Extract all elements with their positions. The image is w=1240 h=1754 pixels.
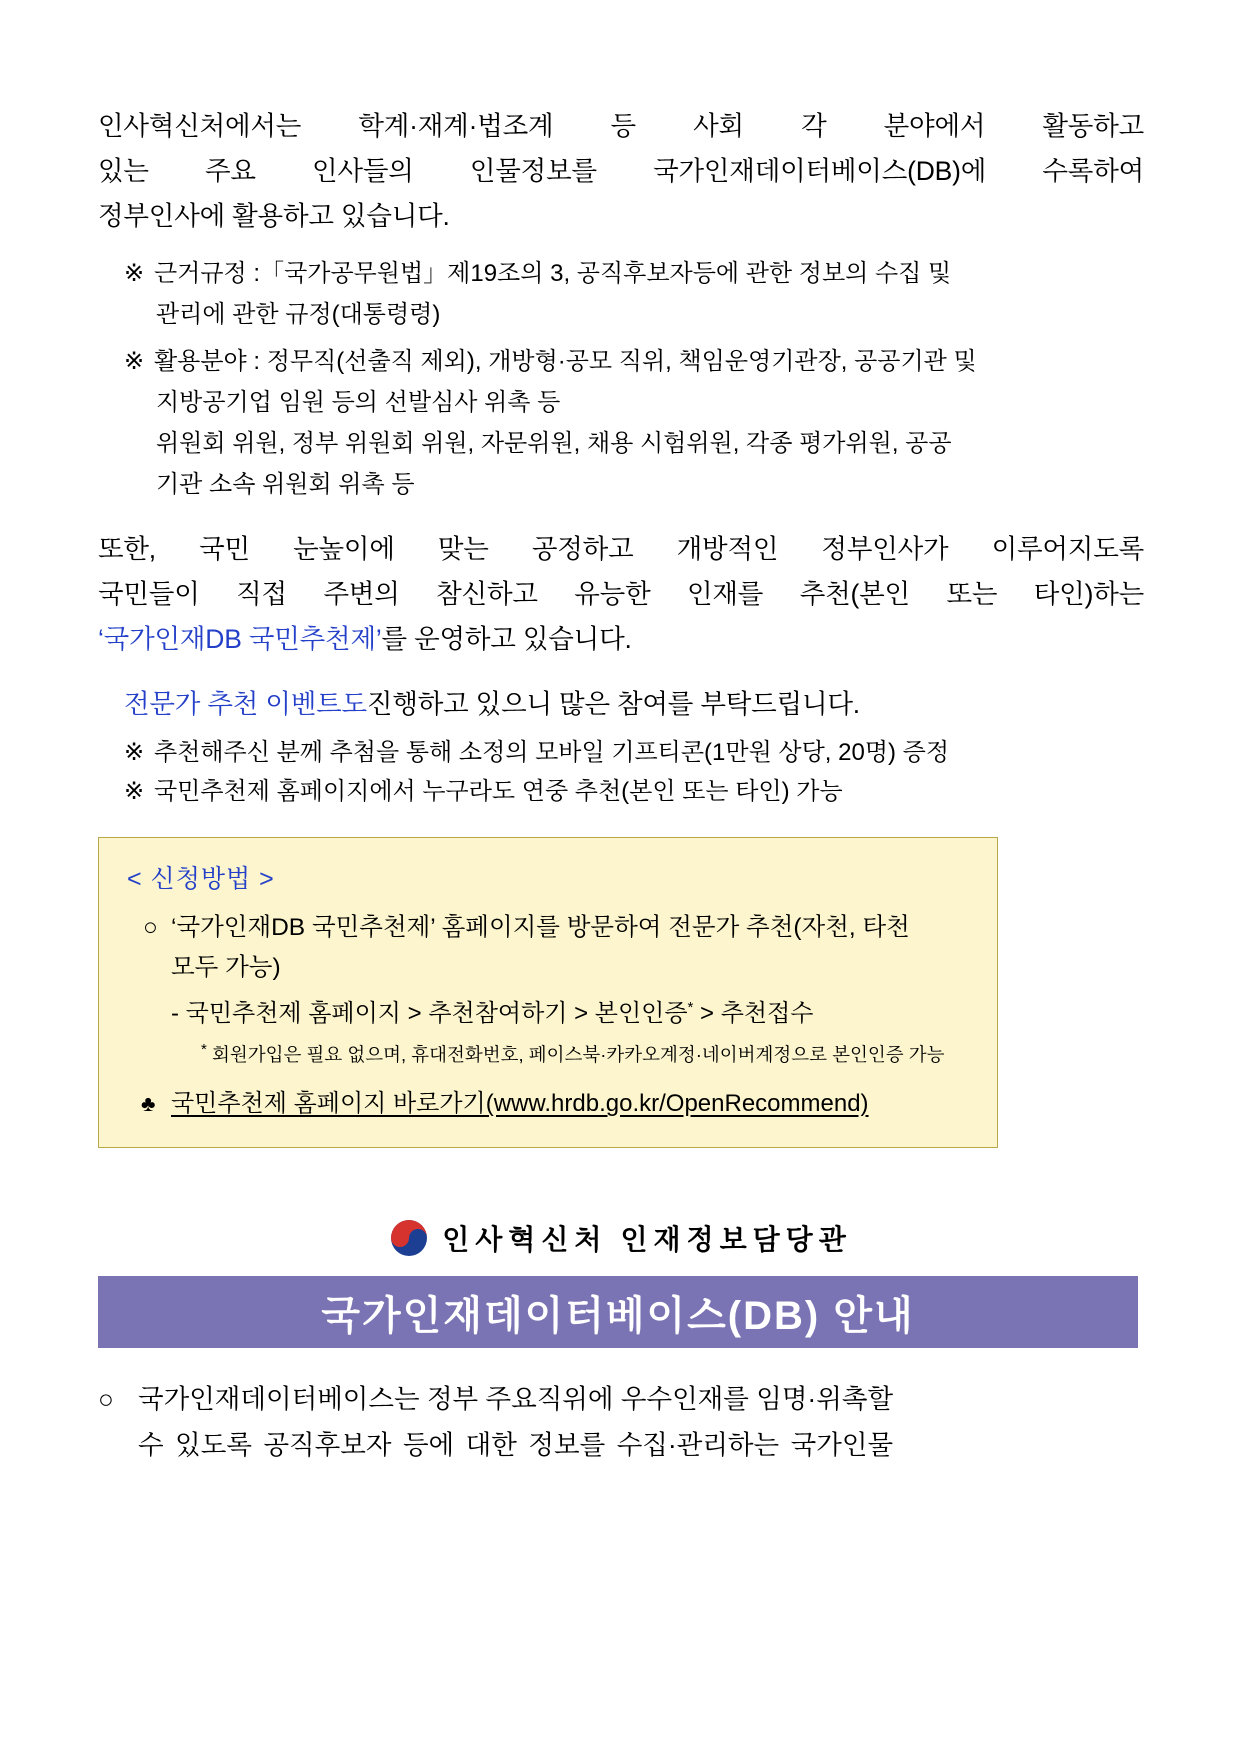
note-item bbox=[98, 253, 1144, 335]
footnote-asterisk: * bbox=[201, 1041, 207, 1058]
note-mark: ※ bbox=[124, 778, 145, 805]
bottom-line: 수 있도록 공직후보자 등에 대한 정보를 수집·관리하는 국가인물 bbox=[138, 1430, 894, 1461]
second-paragraph bbox=[98, 527, 1144, 662]
note-line: 관리에 관한 규정(대통령령) bbox=[156, 301, 441, 328]
second-line-3 bbox=[98, 617, 1144, 662]
bottom-paragraph-body bbox=[138, 1376, 893, 1468]
intro-line-3: 정부인사에 활용하고 있습니다. bbox=[98, 201, 450, 231]
note-text: 추천해주신 분께 추첨을 통해 소정의 모바일 기프티콘(1만원 상당, 20명) 증정 bbox=[154, 739, 950, 766]
document-content bbox=[98, 104, 1144, 1468]
event-note-item bbox=[98, 733, 1144, 772]
apply-method-title: < 신청방법 > bbox=[127, 865, 275, 893]
section-banner bbox=[98, 1276, 1138, 1348]
second-line-1: 또한, 국민 눈높이에 맞는 공정하고 개방적인 정부인사가 이루어지도록 bbox=[98, 534, 1144, 564]
event-line bbox=[124, 682, 1144, 727]
bottom-line: 국가인재데이터베이스는 정부 주요직위에 우수인재를 임명·위촉할 bbox=[138, 1384, 894, 1415]
note-body bbox=[154, 253, 1144, 335]
apply-step-item bbox=[127, 908, 969, 988]
homepage-link[interactable]: 국민추천제 홈페이지 바로가기(www.hrdb.go.kr/OpenRecommend) bbox=[171, 1090, 869, 1118]
event-note-item bbox=[98, 772, 1144, 811]
intro-line-1: 인사혁신처에서는 학계·재계·법조계 등 사회 각 분야에서 활동하고 bbox=[98, 111, 1144, 141]
apply-flow-line bbox=[127, 988, 969, 1034]
apply-flow-tail: > 추천접수 bbox=[693, 1000, 814, 1027]
apply-method-box bbox=[98, 837, 998, 1148]
intro-paragraph bbox=[98, 104, 1144, 239]
clover-icon: ♣ bbox=[141, 1091, 156, 1117]
government-emblem-icon bbox=[390, 1219, 428, 1257]
note-line: 근거규정 :「국가공무원법」제19조의 3, 공직후보자등에 관한 정보의 수집 및 bbox=[154, 260, 952, 287]
note-mark: ※ bbox=[124, 260, 145, 287]
note-line: 위원회 위원, 정부 위원회 위원, 자문위원, 채용 시험위원, 각종 평가위원, 공공 bbox=[156, 430, 952, 457]
apply-flow-text: - 국민추천제 홈페이지 > 추천참여하기 > 본인인증 bbox=[171, 1000, 688, 1027]
note-mark: ※ bbox=[124, 739, 145, 766]
note-item bbox=[98, 341, 1144, 505]
note-line: 기관 소속 위원회 위촉 등 bbox=[156, 471, 415, 498]
event-paragraph bbox=[98, 682, 1144, 727]
intro-notes bbox=[98, 253, 1144, 505]
apply-step-line: ‘국가인재DB 국민추천제’ 홈페이지를 방문하여 전문가 추천(자천, 타천 bbox=[171, 914, 910, 941]
second-line-2: 국민들이 직접 주변의 참신하고 유능한 인재를 추천(본인 또는 타인)하는 bbox=[98, 579, 1144, 609]
event-notes bbox=[98, 733, 1144, 811]
footnote-text: 회원가입은 필요 없으며, 휴대전화번호, 페이스북·카카오계정·네이버계정으로 본인인증 가능 bbox=[211, 1044, 945, 1066]
note-body bbox=[154, 341, 1144, 505]
section-banner-title: 국가인재데이터베이스(DB) 안내 bbox=[321, 1293, 915, 1338]
agency-signature bbox=[98, 1218, 1144, 1258]
apply-footnote bbox=[127, 1034, 969, 1071]
homepage-link-row[interactable] bbox=[127, 1085, 969, 1123]
agency-name: 인사혁신처 인재정보담당관 bbox=[442, 1225, 852, 1257]
note-mark: ※ bbox=[124, 348, 145, 375]
apply-step-body bbox=[171, 908, 910, 988]
bullet-circle-icon: ○ bbox=[98, 1384, 115, 1415]
bullet-circle-icon: ○ bbox=[143, 914, 158, 941]
apply-flow-asterisk: * bbox=[687, 999, 694, 1016]
event-rest: 진행하고 있으니 많은 참여를 부탁드립니다. bbox=[366, 689, 860, 719]
apply-step-line: 모두 가능) bbox=[171, 954, 281, 981]
event-highlight: 전문가 추천 이벤트도 bbox=[124, 689, 367, 719]
intro-line-2: 있는 주요 인사들의 인물정보를 국가인재데이터베이스(DB)에 수록하여 bbox=[98, 156, 1144, 186]
program-name-highlight: ‘국가인재DB 국민추천제’ bbox=[98, 624, 382, 654]
second-line-3-rest: 를 운영하고 있습니다. bbox=[381, 624, 632, 654]
note-text: 국민추천제 홈페이지에서 누구라도 연중 추천(본인 또는 타인) 가능 bbox=[154, 778, 843, 805]
note-line: 활용분야 : 정무직(선출직 제외), 개방형·공모 직위, 책임운영기관장, 공공기관 및 bbox=[154, 348, 977, 375]
bottom-paragraph bbox=[98, 1376, 1144, 1468]
note-line: 지방공기업 임원 등의 선발심사 위촉 등 bbox=[156, 389, 561, 416]
